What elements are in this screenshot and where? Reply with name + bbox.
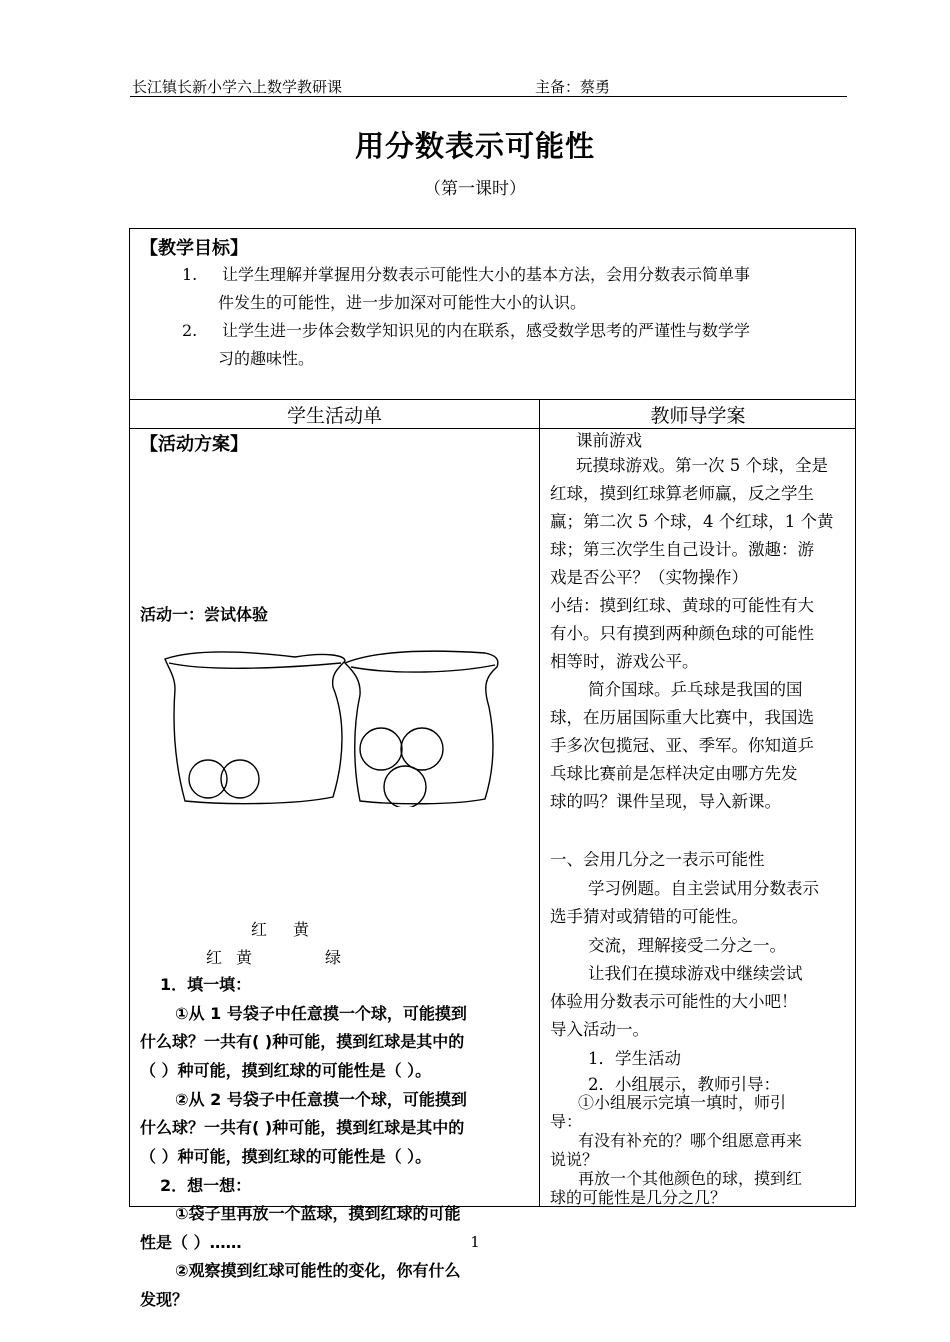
activity-one-title: 活动一：尝试体验 — [140, 605, 269, 624]
header-author: 主备：蔡勇 — [535, 78, 611, 96]
teacher-line: 乓球比赛前是怎样决定由哪方先发 — [550, 764, 798, 783]
teacher-line: ①小组展示完填一填时，师引 — [578, 1093, 787, 1112]
teacher-line: 学习例题。自主尝试用分数表示 — [588, 879, 819, 898]
goal-item-2 — [182, 317, 852, 373]
think-line: 性是（ ）…… — [140, 1233, 242, 1252]
teacher-line: 手多次包揽冠、亚、季军。你知道乒 — [550, 736, 814, 755]
goal-item-1 — [182, 261, 852, 317]
column-header-teacher: 教师导学案 — [650, 405, 746, 427]
teacher-section-heading: 一、会用几分之一表示可能性 — [550, 850, 765, 869]
teacher-line: 再放一个其他颜色的球，摸到红 — [578, 1169, 803, 1188]
teacher-line: 2．小组展示，教师引导： — [588, 1075, 780, 1094]
header-school: 长江镇长新小学六上数学教研课 — [132, 78, 343, 96]
teacher-line: 红球，摸到红球算老师赢，反之学生 — [550, 484, 814, 503]
teacher-line: 玩摸球游戏。第一次 5 个球，全是 — [576, 456, 828, 475]
fill-line: 什么球？一共有( )种可能，摸到红球是其中的 — [140, 1118, 465, 1137]
bags-illustration — [155, 647, 525, 807]
table-divider — [130, 399, 855, 400]
fill-line: ①从 1 号袋子中任意摸一个球，可能摸到 — [175, 1004, 467, 1023]
teacher-line: 1．学生活动 — [588, 1049, 681, 1068]
teacher-line: 体验用分数表示可能性的大小吧！ — [550, 992, 798, 1011]
think-line: ②观察摸到红球可能性的变化，你有什么 — [175, 1261, 461, 1280]
think-line: 发现？ — [140, 1290, 189, 1309]
page-number: 1 — [470, 1233, 480, 1251]
plan-heading: 【活动方案】 — [140, 434, 248, 455]
teacher-line: 戏是否公平？（实物操作） — [550, 568, 748, 587]
page-subtitle: （第一课时） — [424, 179, 526, 199]
bag1-label-red: 红 — [206, 948, 223, 967]
goal-number: 1. — [182, 265, 198, 284]
teacher-line: 相等时，游戏公平。 — [550, 652, 699, 671]
teacher-line: 课前游戏 — [576, 431, 642, 450]
teacher-line: 小结：摸到红球、黄球的可能性有大 — [550, 596, 814, 615]
fill-line: ②从 2 号袋子中任意摸一个球，可能摸到 — [175, 1090, 467, 1109]
teacher-line: 让我们在摸球游戏中继续尝试 — [588, 964, 803, 983]
think-heading: 2．想一想： — [160, 1176, 252, 1195]
bag1-label-red: 红 — [251, 920, 268, 939]
page-title: 用分数表示可能性 — [354, 129, 595, 163]
teacher-line: 导入活动一。 — [550, 1020, 649, 1039]
student-activity-column — [130, 429, 539, 1309]
fill-heading: 1．填一填： — [160, 975, 252, 994]
teacher-line: 有没有补充的？哪个组愿意再来 — [578, 1131, 803, 1150]
goal-line: 让学生理解并掌握用分数表示可能性大小的基本方法，会用分数表示简单事 — [222, 265, 751, 284]
teacher-line: 球的可能性是几分之几？ — [550, 1188, 727, 1207]
teacher-line: 球；第三次学生自己设计。激趣：游 — [550, 540, 814, 559]
bag2-label-green: 绿 — [325, 948, 342, 967]
fill-line: （ ）种可能，摸到红球的可能性是（ ）。 — [140, 1147, 432, 1166]
teacher-guide-column — [540, 429, 855, 1206]
teacher-line: 球的吗？课件呈现，导入新课。 — [550, 792, 781, 811]
goals-heading: 【教学目标】 — [140, 238, 248, 259]
think-line: ①袋子里再放一个蓝球，摸到红球的可能 — [175, 1204, 461, 1223]
teacher-line: 球，在历届国际重大比赛中，我国选 — [550, 708, 814, 727]
bag1-label-yellow: 黄 — [236, 948, 253, 967]
lesson-table — [129, 228, 856, 1309]
teacher-line: 导： — [550, 1112, 583, 1131]
teacher-line: 说说？ — [550, 1150, 599, 1169]
goal-line: 习的趣味性。 — [218, 349, 315, 368]
teacher-line: 赢；第二次 5 个球，4 个红球，1 个黄 — [550, 512, 834, 531]
teacher-line: 选手猜对或猜错的可能性。 — [550, 907, 748, 926]
goal-line: 件发生的可能性，进一步加深对可能性大小的认识。 — [218, 293, 587, 312]
teacher-line: 交流，理解接受二分之一。 — [588, 936, 786, 955]
teacher-line: 简介国球。乒乓球是我国的国 — [588, 680, 803, 699]
teacher-line: 有小。只有摸到两种颜色球的可能性 — [550, 624, 814, 643]
bag1-label-yellow: 黄 — [293, 920, 310, 939]
page-header — [130, 74, 847, 97]
fill-line: （ ）种可能，摸到红球的可能性是（ ）。 — [140, 1061, 432, 1080]
fill-line: 什么球？一共有( )种可能，摸到红球是其中的 — [140, 1032, 465, 1051]
goal-line: 让学生进一步体会数学知识见的内在联系，感受数学思考的严谨性与数学学 — [222, 321, 751, 340]
goal-number: 2. — [182, 321, 198, 340]
column-header-student: 学生活动单 — [286, 405, 382, 427]
